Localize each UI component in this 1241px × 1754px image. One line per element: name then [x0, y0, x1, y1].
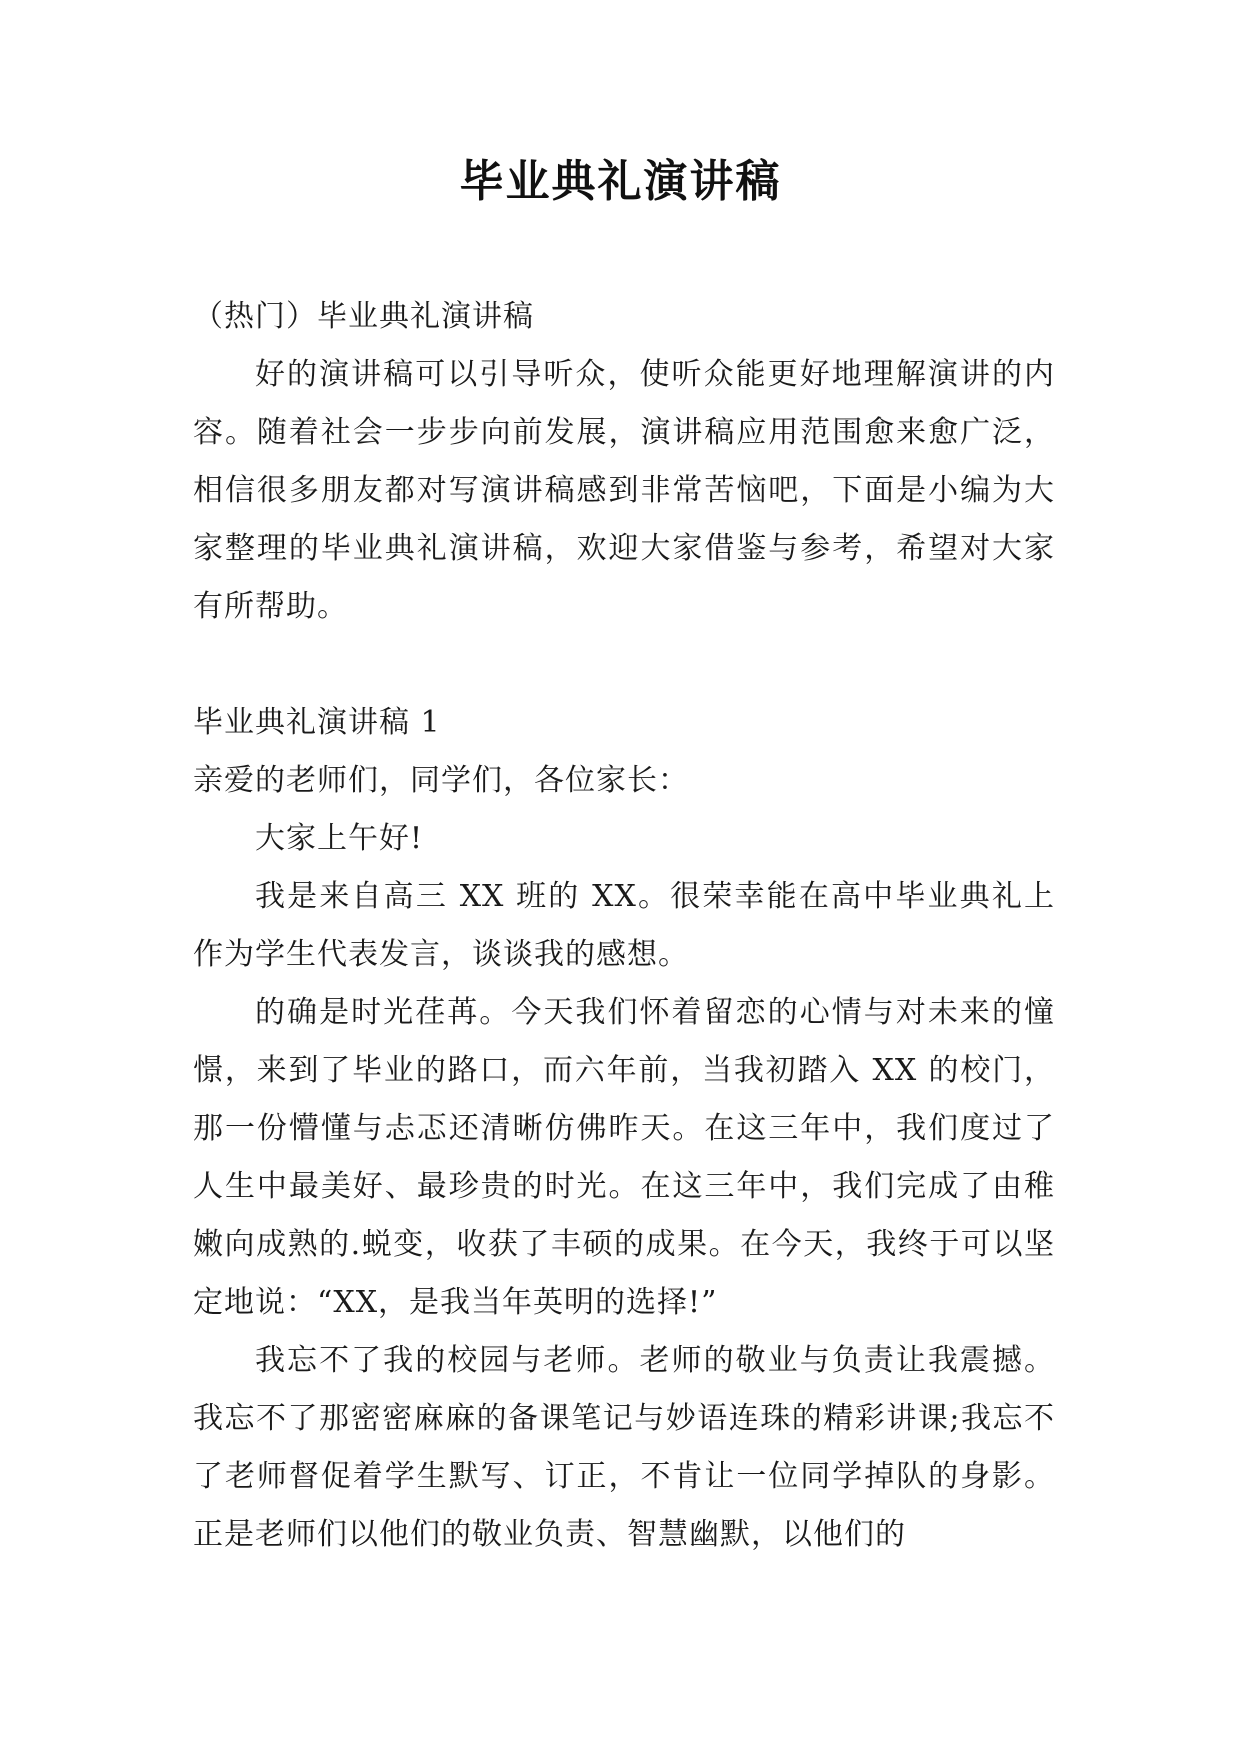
section-heading: 毕业典礼演讲稿 1	[193, 705, 441, 740]
body-paragraph: 的确是时光荏苒。今天我们怀着留恋的心情与对未来的憧憬，来到了毕业的路口，而六年前，当我初踏入 XX 的校门，那一份懵懂与忐忑还清晰仿佛昨天。在这三年中，我们度过了人生中最美好、最珍贵的时光。在这三年中，我们完成了由稚嫩向成熟的.蜕变，收获了丰硕的成果。在今天，我终于可以坚定地说：“XX，是我当年英明的选择!”	[193, 995, 1055, 1320]
body-paragraph: 我是来自高三 XX 班的 XX。很荣幸能在高中毕业典礼上作为学生代表发言，谈谈我的感想。	[193, 879, 1055, 972]
body-paragraph: 我忘不了我的校园与老师。老师的敬业与负责让我震撼。我忘不了那密密麻麻的备课笔记与妙语连珠的精彩讲课;我忘不了老师督促着学生默写、订正，不肯让一位同学掉队的身影。正是老师们以他们的敬业负责、智慧幽默，以他们的	[193, 1343, 1055, 1552]
intro-paragraph: 好的演讲稿可以引导听众，使听众能更好地理解演讲的内容。随着社会一步步向前发展，演讲稿应用范围愈来愈广泛，相信很多朋友都对写演讲稿感到非常苦恼吧，下面是小编为大家整理的毕业典礼演讲稿，欢迎大家借鉴与参考，希望对大家有所帮助。	[193, 357, 1055, 624]
section-spacer	[193, 636, 1055, 694]
greeting: 大家上午好!	[255, 821, 424, 856]
salutation: 亲爱的老师们，同学们，各位家长：	[193, 763, 689, 798]
document-body	[193, 288, 1055, 1564]
document-title: 毕业典礼演讲稿	[459, 156, 782, 207]
document-subtitle: （热门）毕业典礼演讲稿	[193, 299, 534, 334]
